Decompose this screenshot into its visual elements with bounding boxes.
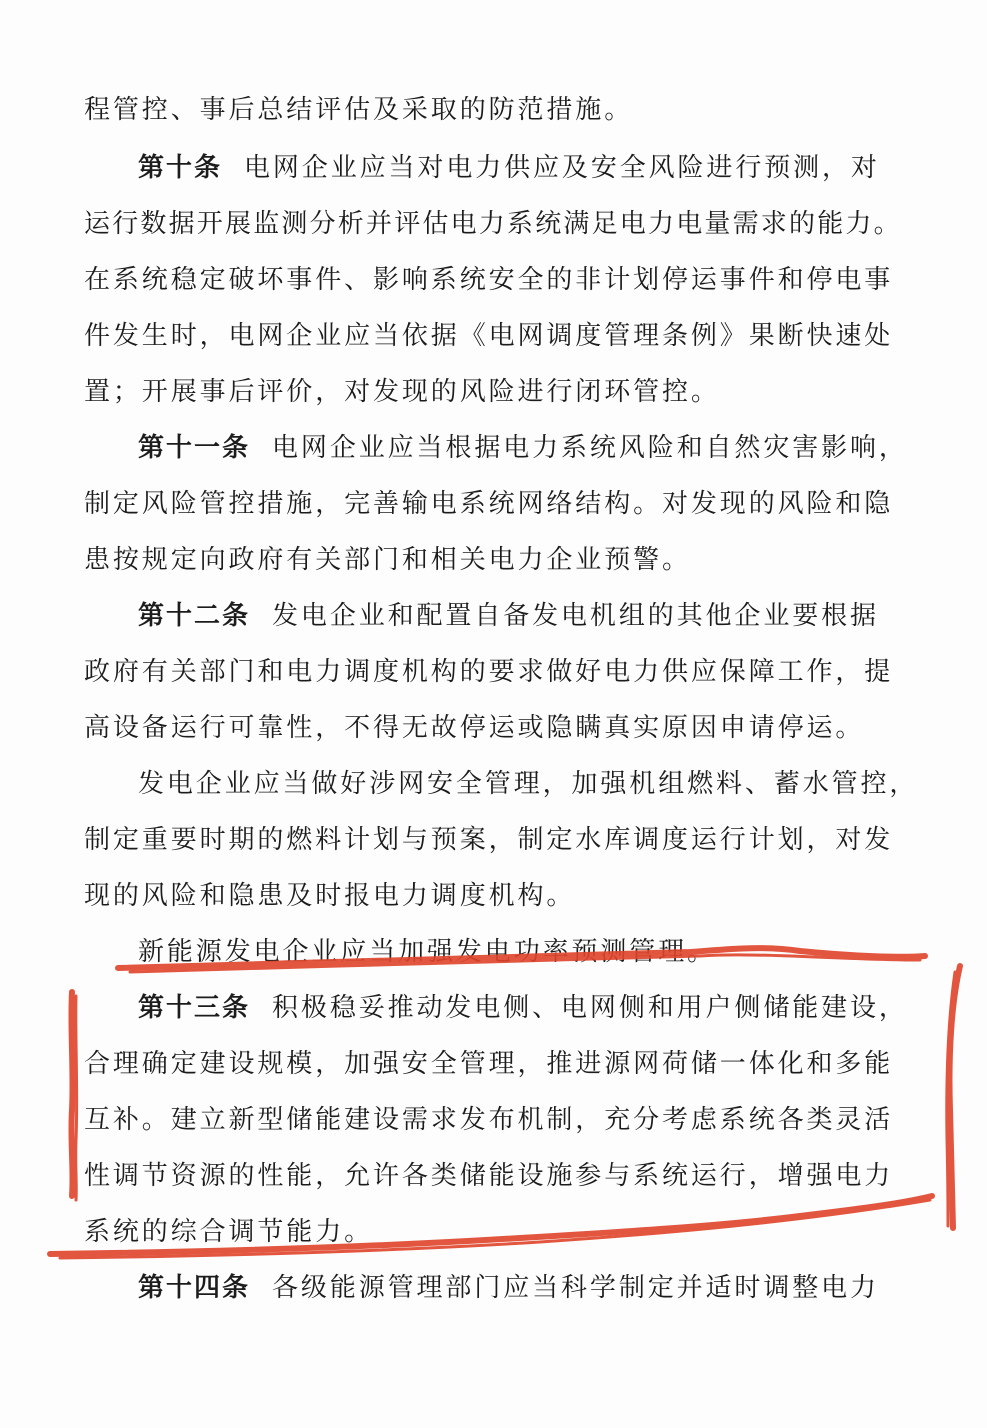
article-11-text: 电网企业应当根据电力系统风险和自然灾害影响，: [272, 433, 908, 463]
text-line: 互补。建立新型储能建设需求发布机制，充分考虑系统各类灵活: [84, 1105, 894, 1135]
text-line: 制定风险管控措施，完善输电系统网络结构。对发现的风险和隐: [84, 489, 894, 519]
article-13-first-line: [138, 988, 908, 1028]
article-10-heading: 第十条: [138, 153, 223, 183]
text-line: 程管控、事后总结评估及采取的防范措施。: [84, 95, 634, 125]
article-11-first-line: [138, 428, 908, 468]
text-line: 新能源发电企业应当加强发电功率预测管理。: [138, 937, 717, 967]
text-line: 高设备运行可靠性，不得无故停运或隐瞒真实原因申请停运。: [84, 713, 865, 743]
article-10-first-line: [138, 148, 904, 188]
article-13-heading: 第十三条: [138, 993, 251, 1023]
text-line: 制定重要时期的燃料计划与预案，制定水库调度运行计划，对发: [84, 825, 894, 855]
text-line: 件发生时，电网企业应当依据《电网调度管理条例》果断快速处: [84, 321, 894, 351]
article-12-heading: 第十二条: [138, 601, 251, 631]
text-line: 置；开展事后评价，对发现的风险进行闭环管控。: [84, 377, 720, 407]
text-line: 政府有关部门和电力调度机构的要求做好电力供应保障工作，提: [84, 657, 894, 687]
left-marker-stroke: [71, 992, 72, 1196]
article-12-first-line: [138, 596, 904, 636]
text-line: 现的风险和隐患及时报电力调度机构。: [84, 881, 576, 911]
article-14-first-line: [138, 1268, 904, 1308]
article-12-text: 发电企业和配置自备发电机组的其他企业要根据: [272, 601, 879, 631]
article-11-heading: 第十一条: [138, 433, 251, 463]
text-line: 性调节资源的性能，允许各类储能设施参与系统运行，增强电力: [84, 1161, 894, 1191]
text-line: 合理确定建设规模，加强安全管理，推进源网荷储一体化和多能: [84, 1049, 894, 1079]
article-14-text: 各级能源管理部门应当科学制定并适时调整电力: [272, 1273, 879, 1303]
article-13-text: 积极稳妥推动发电侧、电网侧和用户侧储能建设，: [272, 993, 908, 1023]
right-marker-stroke-2: [947, 972, 955, 1226]
text-line: 运行数据开展监测分析并评估电力系统满足电力电量需求的能力。: [84, 209, 902, 239]
right-marker-stroke: [949, 966, 960, 1228]
text-line: 系统的综合调节能力。: [84, 1217, 374, 1247]
article-10-text: 电网企业应当对电力供应及安全风险进行预测，对: [244, 153, 880, 183]
text-line: 患按规定向政府有关部门和相关电力企业预警。: [84, 545, 691, 575]
left-marker-stroke-2: [76, 996, 77, 1200]
text-line: 发电企业应当做好涉网安全管理，加强机组燃料、蓄水管控，: [138, 769, 919, 799]
article-14-heading: 第十四条: [138, 1273, 251, 1303]
text-line: 在系统稳定破坏事件、影响系统安全的非计划停运事件和停电事: [84, 265, 894, 295]
